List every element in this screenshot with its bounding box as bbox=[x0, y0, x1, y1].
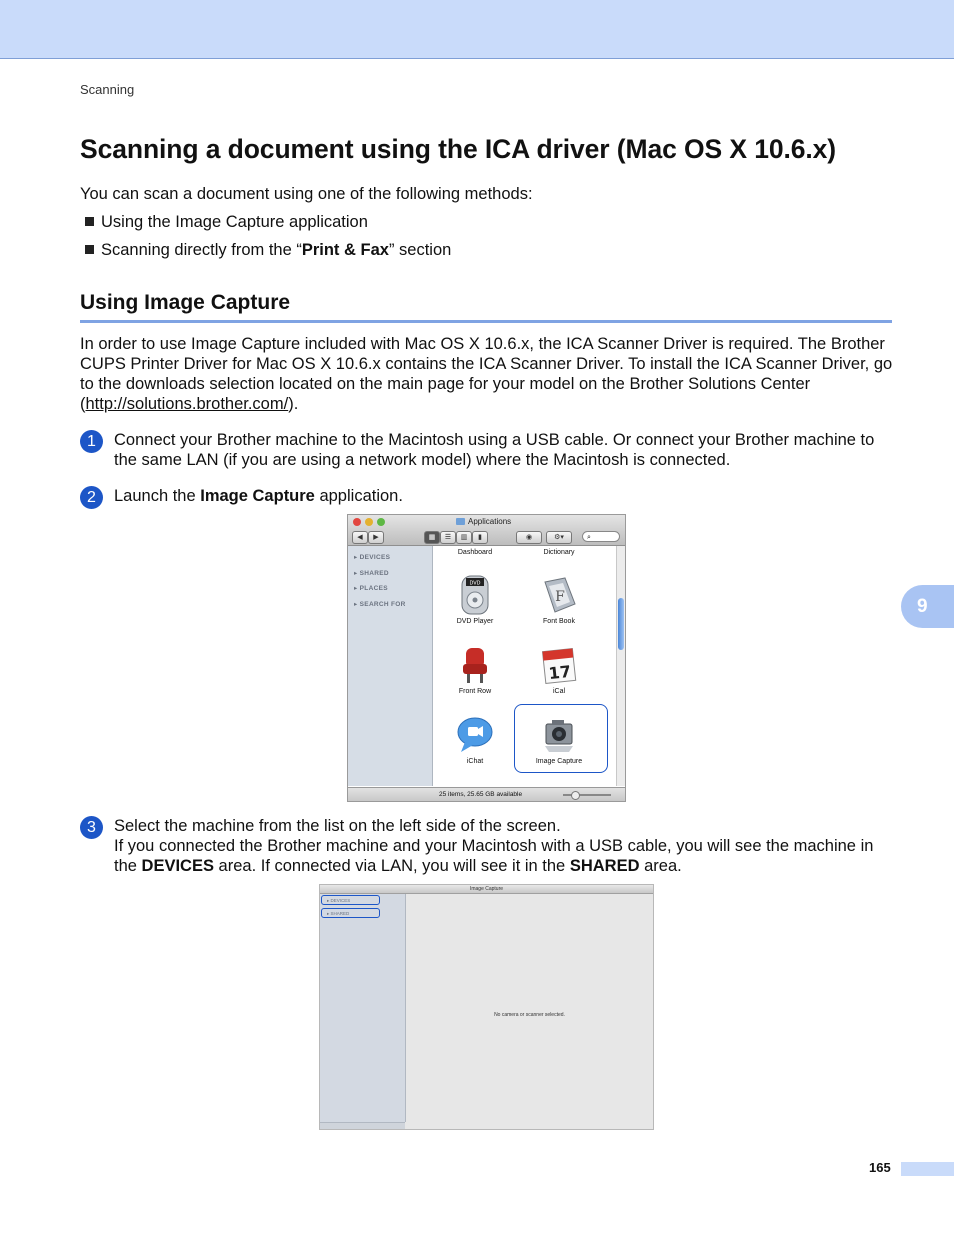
sidebar-item-search-for[interactable]: ▸ SEARCH FOR bbox=[354, 601, 406, 608]
image-capture-window-title: Image Capture bbox=[320, 885, 653, 894]
sidebar-bottom-bar bbox=[320, 1122, 405, 1130]
svg-text:17: 17 bbox=[547, 661, 572, 684]
status-text: 25 items, 25.65 GB available bbox=[439, 791, 523, 798]
app-label-dictionary[interactable]: Dictionary bbox=[543, 549, 575, 556]
step-number-badge: 3 bbox=[80, 816, 103, 839]
app-ichat[interactable]: iChat bbox=[433, 714, 517, 765]
forward-button[interactable]: ▶ bbox=[368, 531, 384, 544]
section-body: In order to use Image Capture included with Mac OS X 10.6.x, the ICA Scanner Driver is required. The Brother CUPS Printer Driver for Mac OS X 10.6.x contains the ICA Scanner Driver. To install the ICA Scanner Driver, go to the downloads selection located on the main page for your model on the Brother Solutions Center (http://solutions.brother.com/). bbox=[80, 335, 893, 413]
finder-window-title: Applications bbox=[456, 517, 511, 526]
solutions-link[interactable]: http://solutions.brother.com/ bbox=[85, 395, 289, 413]
bullet-square-icon bbox=[85, 217, 94, 226]
close-icon[interactable] bbox=[353, 518, 361, 526]
app-front-row[interactable]: Front Row bbox=[433, 644, 517, 695]
no-device-message: No camera or scanner selected. bbox=[494, 1012, 565, 1018]
finder-sidebar bbox=[348, 546, 433, 786]
front-row-chair-icon bbox=[458, 644, 492, 686]
step-text: Connect your Brother machine to the Macintosh using a USB cable. Or connect your Brother machine to the same LAN (if you are using a network model) where the Macintosh is connected. bbox=[114, 431, 875, 469]
search-input[interactable] bbox=[582, 531, 620, 542]
image-capture-camera-icon bbox=[539, 714, 579, 756]
slider-knob[interactable] bbox=[571, 791, 580, 800]
sidebar-item-shared[interactable]: ▸ SHARED bbox=[354, 570, 389, 577]
step-number-badge: 2 bbox=[80, 486, 103, 509]
chapter-tab: 9 bbox=[901, 585, 954, 628]
font-book-icon bbox=[539, 574, 579, 616]
dvd-player-icon bbox=[458, 574, 492, 616]
sidebar-item-devices[interactable]: ▸ DEVICES bbox=[354, 554, 391, 561]
page-title: Scanning a document using the ICA driver (Mac OS X 10.6.x) bbox=[80, 134, 836, 164]
bullet-item: Scanning directly from the “Print & Fax” section bbox=[85, 240, 451, 260]
bullet-square-icon bbox=[85, 245, 94, 254]
vertical-scrollbar[interactable] bbox=[616, 546, 626, 786]
step-number-badge: 1 bbox=[80, 430, 103, 453]
image-capture-window bbox=[319, 884, 654, 1130]
running-head: Scanning bbox=[80, 82, 135, 97]
image-capture-sidebar bbox=[320, 894, 406, 1122]
page-number: 165 bbox=[869, 1160, 891, 1175]
scrollbar-thumb[interactable] bbox=[618, 598, 624, 650]
search-icon: ⌕ bbox=[587, 534, 591, 541]
sidebar-item-places[interactable]: ▸ PLACES bbox=[354, 585, 388, 592]
finder-status-bar bbox=[348, 787, 625, 802]
gear-icon[interactable]: ⚙▾ bbox=[546, 531, 572, 544]
app-label-dashboard[interactable]: Dashboard bbox=[457, 549, 493, 556]
svg-text:F: F bbox=[555, 589, 565, 605]
app-dvd-player[interactable]: DVD DVD Player bbox=[433, 574, 517, 625]
section-heading: Using Image Capture bbox=[80, 291, 291, 314]
zoom-icon[interactable] bbox=[377, 518, 385, 526]
app-image-capture[interactable]: Image Capture bbox=[517, 714, 601, 765]
sidebar-item-devices[interactable]: ▸ DEVICES bbox=[321, 895, 380, 905]
ichat-bubble-icon bbox=[455, 714, 495, 756]
icon-view-button[interactable]: ▦ bbox=[424, 531, 440, 544]
sidebar-item-shared[interactable]: ▸ SHARED bbox=[321, 908, 380, 918]
finder-toolbar bbox=[348, 515, 625, 546]
column-view-button[interactable]: ▥ bbox=[456, 531, 472, 544]
coverflow-view-button[interactable]: ▮ bbox=[472, 531, 488, 544]
app-font-book[interactable]: F Font Book bbox=[517, 574, 601, 625]
finder-content bbox=[433, 546, 615, 786]
finder-window bbox=[347, 514, 626, 802]
intro-text: You can scan a document using one of the following methods: bbox=[80, 185, 533, 203]
minimize-icon[interactable] bbox=[365, 518, 373, 526]
bullet-item: Using the Image Capture application bbox=[85, 212, 368, 232]
list-view-button[interactable]: ☰ bbox=[440, 531, 456, 544]
section-rule bbox=[80, 320, 892, 323]
header-band bbox=[0, 0, 954, 59]
step-text: Select the machine from the list on the left side of the screen. If you connected the Brother machine and your Macintosh with a USB cable, you will see the machine in the DEVICES area. If connected via LAN, you will see it in the SHARED area. bbox=[114, 817, 874, 875]
calendar-icon bbox=[540, 644, 578, 686]
folder-icon bbox=[456, 518, 465, 525]
app-ical[interactable]: 17 iCal bbox=[517, 644, 601, 695]
footer-bar bbox=[901, 1162, 954, 1176]
quick-look-eye-icon[interactable]: ◉ bbox=[516, 531, 542, 544]
svg-text:DVD: DVD bbox=[469, 580, 481, 587]
step-text: Launch the Image Capture application. bbox=[114, 487, 403, 505]
back-button[interactable]: ◀ bbox=[352, 531, 368, 544]
